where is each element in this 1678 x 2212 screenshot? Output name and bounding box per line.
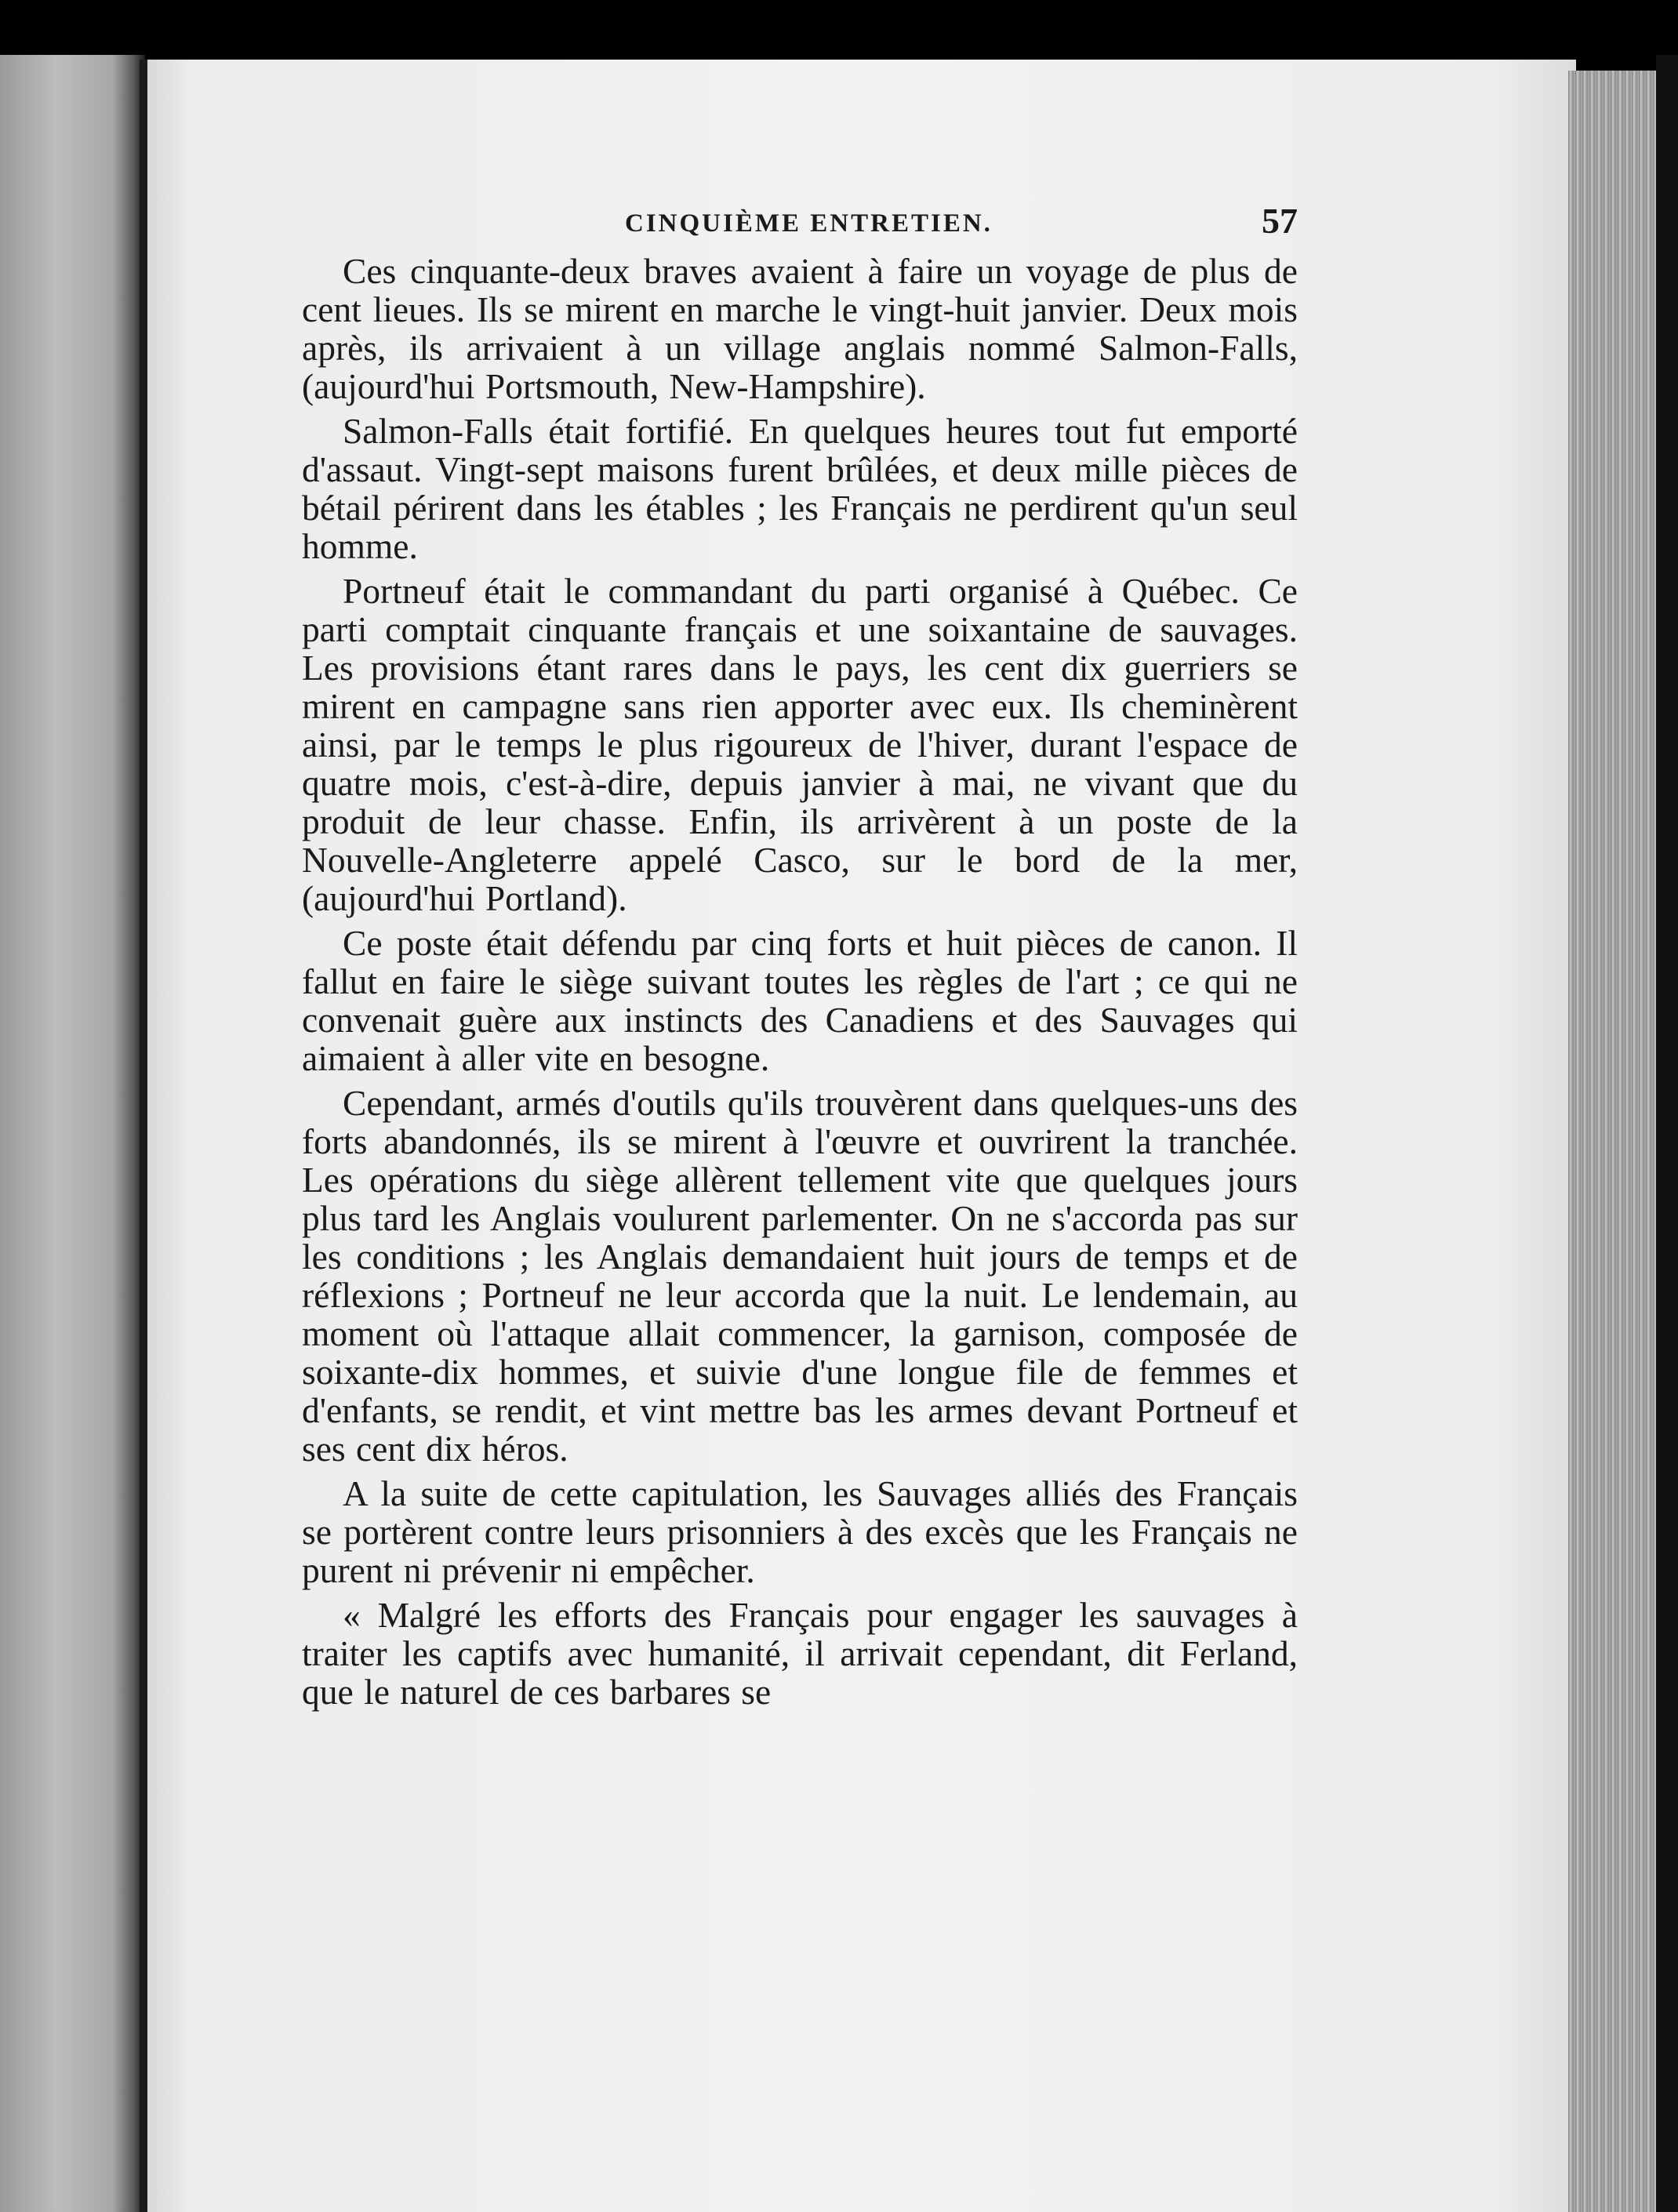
paragraph: A la suite de cette capitulation, les Sauvages alliés des Français se portèrent contre leurs prisonniers à des excès que les Français ne purent ni prévenir ni empêcher.: [302, 1473, 1298, 1590]
paragraph: Salmon-Falls était fortifié. En quelques heures tout fut emporté d'assaut. Vingt-sept maisons furent brûlées, et deux mille pièces de bétail périrent dans les étables ; les Français ne perdirent qu'un seul homme.: [302, 411, 1298, 566]
scan-border: [1656, 55, 1678, 2212]
page-stack-edge: [1568, 71, 1656, 2212]
running-title: CINQUIÈME ENTRETIEN.: [625, 209, 993, 238]
paragraph: Ces cinquante-deux braves avaient à faire un voyage de plus de cent lieues. Ils se mirent en marche le vingt-huit janvier. Deux mois après, ils arrivaient à un village anglais nommé Salmon-Falls, (aujourd'hui Portsmouth, New-Hampshire).: [302, 251, 1298, 406]
paragraph: Portneuf était le commandant du parti organisé à Québec. Ce parti comptait cinquante français et une soixantaine de sauvages. Les provisions étant rares dans le pays, les cent dix guerriers se mirent en campagne sans rien apporter avec eux. Ils cheminèrent ainsi, par le temps le plus rigoureux de l'hiver, durant l'espace de quatre mois, c'est-à-dire, depuis janvier à mai, ne vivant que du produit de leur chasse. Enfin, ils arrivèrent à un poste de la Nouvelle-Angleterre appelé Casco, sur le bord de la mer, (aujourd'hui Portland).: [302, 571, 1298, 918]
previous-page-edge: [0, 55, 145, 2212]
page-number: 57: [1262, 201, 1298, 241]
paragraph: Ce poste était défendu par cinq forts et huit pièces de canon. Il fallut en faire le siège suivant toutes les règles de l'art ; ce qui ne convenait guère aux instincts des Canadiens et des Sauvages qui aimaient à aller vite en besogne.: [302, 923, 1298, 1078]
paragraph: « Malgré les efforts des Français pour engager les sauvages à traiter les captifs avec humanité, il arrivait cependant, dit Ferland, que le naturel de ces barbares se: [302, 1595, 1298, 1712]
running-head: [302, 200, 1298, 249]
page-text: [302, 200, 1298, 1717]
paragraph: Cependant, armés d'outils qu'ils trouvèrent dans quelques-uns des forts abandonnés, ils se mirent à l'œuvre et ouvrirent la tranchée. Les opérations du siège allèrent tellement vite que quelques jours plus tard les Anglais voulurent parlementer. On ne s'accorda pas sur les conditions ; les Anglais demandaient huit jours de temps et de réflexions ; Portneuf ne leur accorda que la nuit. Le lendemain, au moment où l'attaque allait commencer, la garnison, composée de soixante-dix hommes, et suivie d'une longue file de femmes et d'enfants, se rendit, et vint mettre bas les armes devant Portneuf et ses cent dix héros.: [302, 1083, 1298, 1469]
